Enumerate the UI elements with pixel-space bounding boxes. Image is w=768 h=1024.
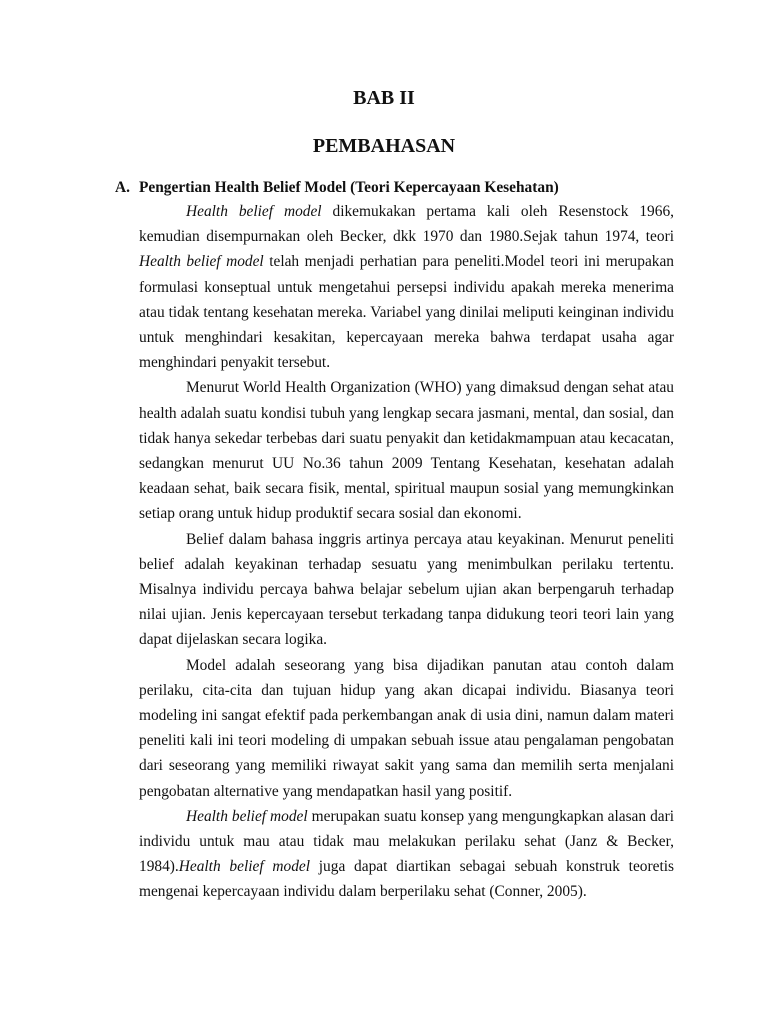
- section-heading: [115, 178, 695, 198]
- section-title: Pengertian Health Belief Model (Teori Kepercayaan Kesehatan): [139, 179, 559, 196]
- section-number: A.: [115, 179, 130, 196]
- paragraph: [139, 527, 674, 653]
- italic-term: Health belief model: [186, 807, 308, 825]
- chapter-title: BAB II: [353, 87, 415, 109]
- paragraph: [139, 804, 674, 905]
- paragraph-text: Model adalah seseorang yang bisa dijadikan panutan atau contoh dalam perilaku, cita-cita dan tujuan hidup yang akan dicapai individu. Biasanya teori modeling ini sangat efektif pada perkembangan anak di usia dini, namun dalam materi peneliti kali ini teori modeling di umpakan sebuah issue atau pengalaman pengobatan dari seseorang yang memiliki riwayat sakit yang sama dan memilih serta menjalani pengobatan alternative yang mendapatkan hasil yang positif.: [139, 656, 674, 800]
- paragraph-text: telah menjadi perhatian para peneliti.Model teori ini merupakan formulasi konseptual untuk mengetahui persepsi individu apakah mereka menerima atau tidak tentang kesehatan mereka. Variabel yang dinilai meliputi keinginan individu untuk menghindari kesakitan, kepercayaan mereka bahwa terdapat usaha agar menghindari penyakit tersebut.: [139, 253, 674, 372]
- paragraph-text: Belief dalam bahasa inggris artinya percaya atau keyakinan. Menurut peneliti belief adalah keyakinan terhadap sesuatu yang menimbulkan perilaku tertentu. Misalnya individu percaya bahwa belajar sebelum ujian akan berpengaruh terhadap nilai ujian. Jenis kepercayaan tersebut terkadang tanpa didukung teori teori lain yang dapat dijelaskan secara logika.: [139, 530, 674, 649]
- chapter-subtitle: PEMBAHASAN: [312, 135, 456, 157]
- paragraph-text: dikemukakan pertama kali oleh Resenstock 1966, kemudian disempurnakan oleh Becker, dkk 1970 dan 1980.Sejak tahun 1974, teori: [139, 203, 674, 246]
- paragraph-text: merupakan suatu konsep yang mengungkapkan alasan dari individu untuk mau atau tidak mau melakukan perilaku sehat (Janz & Becker, 1984).: [139, 807, 674, 876]
- italic-term: Health belief model: [186, 203, 322, 220]
- paragraph: [139, 653, 674, 804]
- paragraph: [139, 199, 674, 375]
- paragraph: [139, 375, 674, 526]
- italic-term: Health belief model: [178, 858, 310, 876]
- paragraph-text: Menurut World Health Organization (WHO) yang dimaksud dengan sehat atau health adalah suatu kondisi tubuh yang lengkap secara jasmani, mental, dan sosial, dan tidak hanya sekedar terbebas dari suatu penyakit dan ketidakmampuan atau kecacatan, sedangkan menurut UU No.36 tahun 2009 Tentang Kesehatan, kesehatan adalah keadaan sehat, baik secara fisik, mental, spiritual maupun sosial yang memungkinkan setiap orang untuk hidup produktif secara sosial dan ekonomi.: [139, 379, 674, 523]
- section-body: [139, 199, 674, 905]
- italic-term: Health belief model: [139, 253, 264, 271]
- paragraph-text: juga dapat diartikan sebagai sebuah konstruk teoretis mengenai kepercayaan individu dalam berperilaku sehat (Conner, 2005).: [139, 858, 674, 901]
